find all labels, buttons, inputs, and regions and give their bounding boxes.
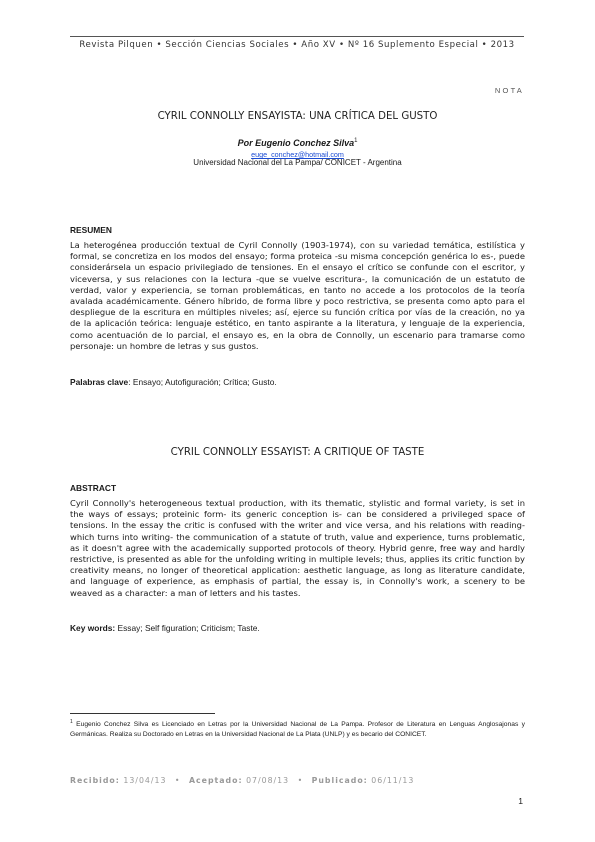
english-title: CYRIL CONNOLLY ESSAYIST: A CRITIQUE OF TASTE xyxy=(170,447,425,458)
palabras-clave-list: : Ensayo; Autofiguración; Crítica; Gusto. xyxy=(128,377,277,387)
spanish-title: CYRIL CONNOLLY ENSAYISTA: UNA CRÍTICA DEL GUSTO xyxy=(157,111,438,122)
published-date: 06/11/13 xyxy=(371,776,415,785)
resumen-heading: RESUMEN xyxy=(70,225,112,235)
page-number: 1 xyxy=(518,796,523,806)
accepted-label: Aceptado: xyxy=(189,776,243,785)
received-date: 13/04/13 xyxy=(123,776,167,785)
footnote xyxy=(70,718,525,739)
section-tag: NOTA xyxy=(494,86,524,95)
accepted-date: 07/08/13 xyxy=(246,776,290,785)
abstract-body: Cyril Connolly's heterogeneous textual production, with its thematic, stylistic and formal variety, is set in the ways of essays; proteinic form- its generic conception is- can be considered a privileged space of tensions. In the essay the critic is confused with the writer and vice versa, and his relations with reading- which turns into writing- the communication of a statute of truth, value and experience, turns problematic, as it doesn't agree with the academically supported protocols of theory. Hybrid genre, free way and hardly restrictive, is presented as able for the unfolding writing in multiple levels; thus, applies its critic function by creativity means, no longer of theoretical application: aesthetic language, as long as literature candidate, and language of experience, as emphasis of partial, the essay is, in Connolly's work, a scenery to be weaved as a character: a man of letters and his tastes. xyxy=(70,498,525,598)
footnote-text: Eugenio Conchez Silva es Licenciado en Letras por la Universidad Nacional de La Pampa. Profesor de Literatura en Lenguas Anglosajonas y Germánicas. Realiza su Doctorado en Letras en la Universidad Nacional de La Plata (UNLP) y es becario del CONICET. xyxy=(70,721,525,738)
author-affiliation: Universidad Nacional del La Pampa/ CONICET - Argentina xyxy=(193,158,402,167)
key-words-label: Key words: xyxy=(70,623,116,633)
palabras-clave xyxy=(70,377,525,387)
received-label: Recibido: xyxy=(70,776,120,785)
author-email-link[interactable]: euge_conchez@hotmail.com xyxy=(251,150,344,159)
key-words xyxy=(70,623,525,633)
resumen-body: La heterogénea producción textual de Cyril Connolly (1903-1974), con su variedad temática, estilística y formal, se concretiza en los modos del ensayo; forma proteica -su misma concepción genérica lo es-, puede considerársela un espacio privilegiado de tensiones. En el ensayo el crítico se confunde con el escritor, y viceversa, y sus relaciones con la lectura -que se vuelve escritura-, la comunicación de un estatuto de verdad, valor y experiencia, se tornan problemáticas, en tanto no accede a los protocolos de la teoría avalada académicamente. Género híbrido, de forma libre y poco restrictiva, se presenta como apto para el despliegue de la escritura en múltiples niveles; así, ejerce su función crítica por vías de la creación, no ya de la aplicación teórica: lenguaje estético, en tanto aspirante a la literatura, y lenguaje de la experiencia, como acentuación de lo parcial, el ensayo es, en la obra de Connolly, un escenario para tramarse como personaje: un hombre de letras y sus gustos. xyxy=(70,240,525,351)
palabras-clave-label: Palabras clave xyxy=(70,377,129,387)
publication-dates xyxy=(70,776,414,785)
footnote-marker: 1 xyxy=(70,719,73,725)
key-words-list: Essay; Self figuration; Criticism; Taste. xyxy=(115,623,260,633)
footnote-divider xyxy=(70,713,215,714)
author-footnote-marker[interactable]: 1 xyxy=(354,138,358,144)
dates-separator: • xyxy=(174,776,181,785)
published-label: Publicado: xyxy=(311,776,368,785)
author-line xyxy=(70,138,525,148)
running-header: Revista Pilquen • Sección Ciencias Sociales • Año XV • Nº 16 Suplemento Especial • 2013 xyxy=(70,36,524,50)
author-name: Por Eugenio Conchez Silva xyxy=(237,138,355,148)
abstract-heading: ABSTRACT xyxy=(70,483,117,493)
dates-separator: • xyxy=(297,776,304,785)
